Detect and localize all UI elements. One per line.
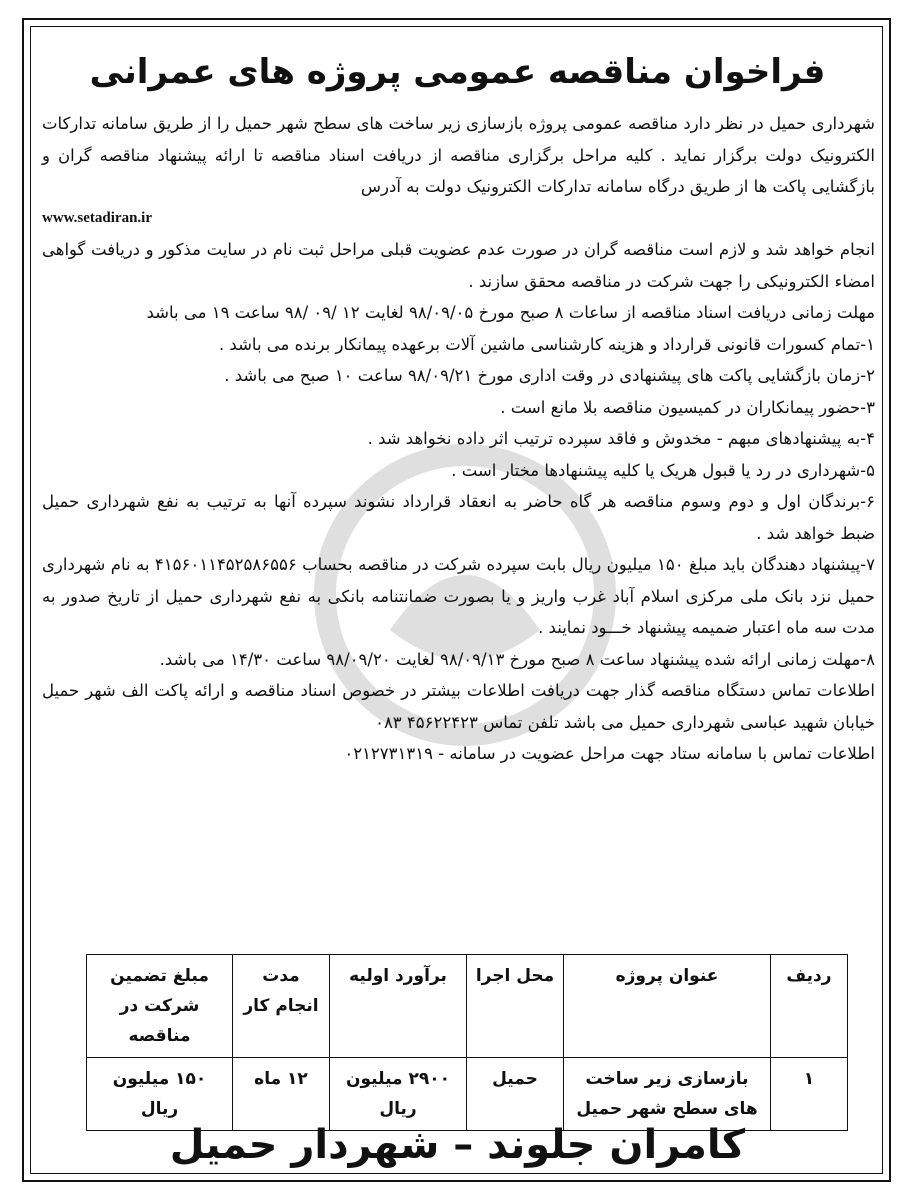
deadline-paragraph: مهلت زمانی دریافت اسناد مناقصه از ساعات ۸ صبح مورخ ۹۸/۰۹/۰۵ لغایت ۱۲ /۰۹ /۹۸ ساعت ۱۹ می باشد bbox=[146, 303, 875, 322]
project-table bbox=[86, 954, 848, 1131]
condition-item: ۴-به پیشنهادهای مبهم - مخدوش و فاقد سپرده ترتیب اثر داده نخواهد شد . bbox=[367, 429, 875, 448]
condition-item: ۷-پیشنهاد دهندگان باید مبلغ ۱۵۰ میلیون ریال بابت سپرده شرکت در مناقصه بحساب ۴۱۵۶۰۱۱۴۵۲۵۸۶۵۵۶ به نام شهرداری حمیل نزد بانک ملی مرکزی اسلام آباد غرب واریز و یا بصورت ضمانتنامه بانکی به نفع شهرداری حمیل از تاریخ صدور به مدت سه ماه اعتبار ضمیمه پیشنهاد خـــود نمایند . bbox=[42, 555, 876, 637]
cell-estimate: ۲۹۰۰ میلیون ریال bbox=[330, 1058, 467, 1131]
cell-project-title: بازسازی زیر ساخت های سطح شهر حمیل bbox=[564, 1058, 771, 1131]
condition-item: ۲-زمان بازگشایی پاکت های پیشنهادی در وقت اداری مورخ ۹۸/۰۹/۲۱ ساعت ۱۰ صبح می باشد . bbox=[224, 366, 875, 385]
header-row-number: ردیف bbox=[771, 955, 848, 1058]
cell-row-number: ۱ bbox=[771, 1058, 848, 1131]
setad-contact-paragraph: اطلاعات تماس با سامانه ستاد جهت مراحل عضویت در سامانه - ۰۲۱۲۷۳۱۳۱۹ bbox=[344, 744, 875, 763]
cell-duration: ۱۲ ماه bbox=[233, 1058, 330, 1131]
page-title: فراخوان مناقصه عمومی پروژه های عمرانی bbox=[89, 52, 826, 92]
condition-item: ۶-برندگان اول و دوم وسوم مناقصه هر گاه حاضر به انعقاد قرارداد نشوند سپرده آنها به ترتیب به نفع شهرداری حمیل ضبط خواهد شد . bbox=[42, 492, 875, 543]
registration-paragraph: انجام خواهد شد و لازم است مناقصه گران در صورت عدم عضویت قبلی مراحل ثبت نام در سایت مذکور و دریافت گواهی امضاء الکترونیکی را جهت شرکت در مناقصه محقق سازند . bbox=[42, 240, 875, 291]
table-header-row bbox=[87, 955, 848, 1058]
table-row bbox=[87, 1058, 848, 1131]
cell-location: حمیل bbox=[467, 1058, 564, 1131]
announcement-body bbox=[42, 108, 875, 770]
header-location: محل اجرا bbox=[467, 955, 564, 1058]
website-url: www.setadiran.ir bbox=[42, 209, 152, 226]
cell-guarantee: ۱۵۰ میلیون ریال bbox=[87, 1058, 233, 1131]
header-estimate: برآورد اولیه bbox=[330, 955, 467, 1058]
condition-item: ۵-شهرداری در رد یا قبول هریک یا کلیه پیشنهادها مختار است . bbox=[451, 460, 875, 480]
header-project-title: عنوان پروژه bbox=[564, 955, 771, 1058]
contact-paragraph: اطلاعات تماس دستگاه مناقصه گذار جهت دریافت اطلاعات بیشتر در خصوص اسناد مناقصه و ارائه پاکت الف شهر حمیل خیابان شهید عباسی شهرداری حمیل می باشد تلفن تماس ۴۵۶۲۲۴۲۳ ۰۸۳ bbox=[42, 681, 875, 732]
condition-item: ۸-مهلت زمانی ارائه شده پیشنهاد ساعت ۸ صبح مورخ ۹۸/۰۹/۱۳ لغایت ۹۸/۰۹/۲۰ ساعت ۱۴/۳۰ می باشد. bbox=[159, 649, 875, 669]
header-duration: مدت انجام کار bbox=[233, 955, 330, 1058]
intro-paragraph: شهرداری حمیل در نظر دارد مناقصه عمومی پروژه بازسازی زیر ساخت های سطح شهر حمیل را از طریق سامانه تدارکات الکترونیک دولت برگزار نماید . کلیه مراحل برگزاری مناقصه از دریافت اسناد مناقصه تا ارائه پیشنهاد مناقصه گران و بازگشایی پاکت ها از طریق درگاه سامانه تدارکات الکترونیک دولت به آدرس bbox=[42, 114, 875, 196]
condition-item: ۱-تمام کسورات قانونی قرارداد و هزینه کارشناسی ماشین آلات برعهده پیمانکار برنده می باشد . bbox=[218, 334, 875, 354]
condition-item: ۳-حضور پیمانکاران در کمیسیون مناقصه بلا مانع است . bbox=[500, 397, 875, 417]
mayor-signature-line: کامران جلوند – شهردار حمیل bbox=[169, 1122, 746, 1168]
header-guarantee: مبلغ تضمین شرکت در مناقصه bbox=[87, 955, 233, 1058]
